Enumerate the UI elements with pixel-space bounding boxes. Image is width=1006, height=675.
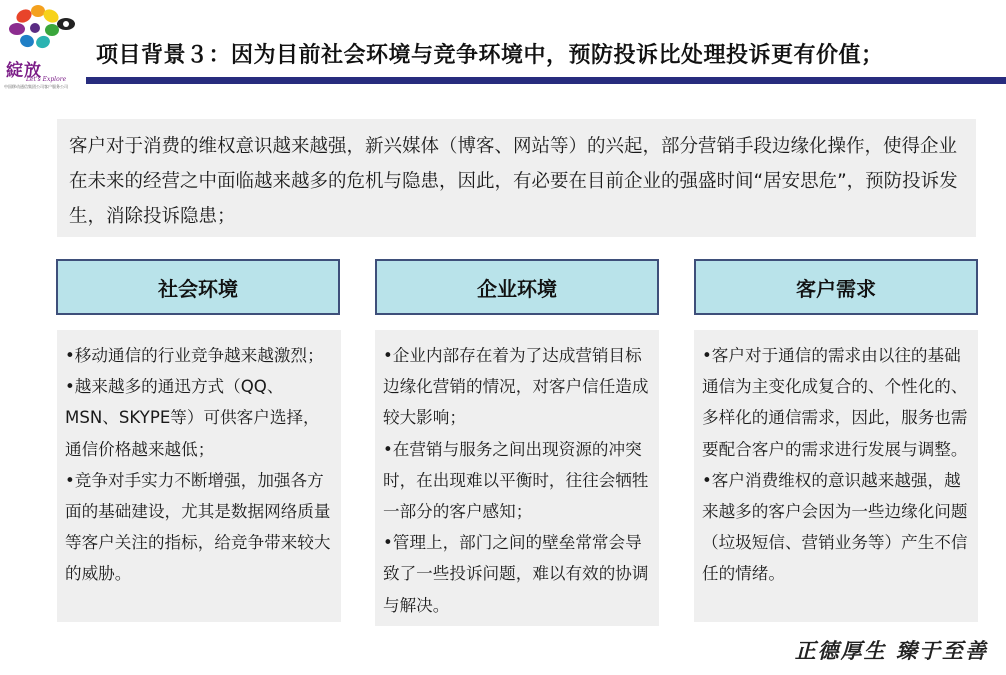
panel-social-environment (57, 330, 341, 622)
bullet-item: •竞争对手实力不断增强，加强各方面的基础建设，尤其是数据网络质量等客户关注的指标，给竞争带来较大的威胁。 (65, 470, 331, 584)
bullet-item: •客户对于通信的需求由以往的基础通信为主变化成复合的、个性化的、多样化的通信需求，因此，服务也需要配合客户的需求进行发展与调整。 (702, 346, 968, 459)
logo-caption: 中国移动通信集团公司客户服务公司 (4, 84, 68, 89)
bullet-item: •客户消费维权的意识越来越强，越来越多的客户会因为一些边缘化问题（垃圾短信、营销业务等）产生不信任的情绪。 (702, 470, 968, 584)
bullet-item: •越来越多的通迅方式（QQ、MSN、SKYPE等）可供客户选择，通信价格越来越低； (65, 377, 320, 459)
page-title: 项目背景３：因为目前社会环境与竞争环境中，预防投诉比处理投诉更有价值； (96, 43, 884, 68)
flower-logo-icon (2, 2, 88, 62)
bullet-item: •管理上，部门之间的壁垒常常会导致了一些投诉问题，难以有效的协调与解决。 (383, 533, 649, 615)
bullet-item: •在营销与服务之间出现资源的冲突时，在出现难以平衡时，往往会牺牲一部分的客户感知； (383, 439, 649, 522)
heading-customer-needs: 客户需求 (694, 259, 978, 315)
heading-enterprise-environment: 企业环境 (375, 259, 659, 315)
bullet-item: •移动通信的行业竞争越来越激烈； (65, 346, 324, 365)
panel-enterprise-environment (375, 330, 659, 626)
heading-social-environment: 社会环境 (56, 259, 340, 315)
bullet-item: •企业内部存在着为了达成营销目标边缘化营销的情况，对客户信任造成较大影响； (383, 346, 649, 428)
logo-tagline: Let's Explore (26, 76, 67, 83)
intro-paragraph: 客户对于消费的维权意识越来越强，新兴媒体（博客、网站等）的兴起，部分营销手段边缘化操作，使得企业在未来的经营之中面临越来越多的危机与隐患，因此，有必要在目前企业的强盛时间“居安思危”，预防投诉发生，消除投诉隐患； (57, 119, 976, 237)
title-underline-bar (86, 77, 1006, 84)
company-motto: 正德厚生 臻于至善 (794, 638, 988, 663)
company-logo (2, 2, 88, 88)
logo-wordmark: 綻放 (6, 61, 42, 81)
panel-customer-needs (694, 330, 978, 622)
